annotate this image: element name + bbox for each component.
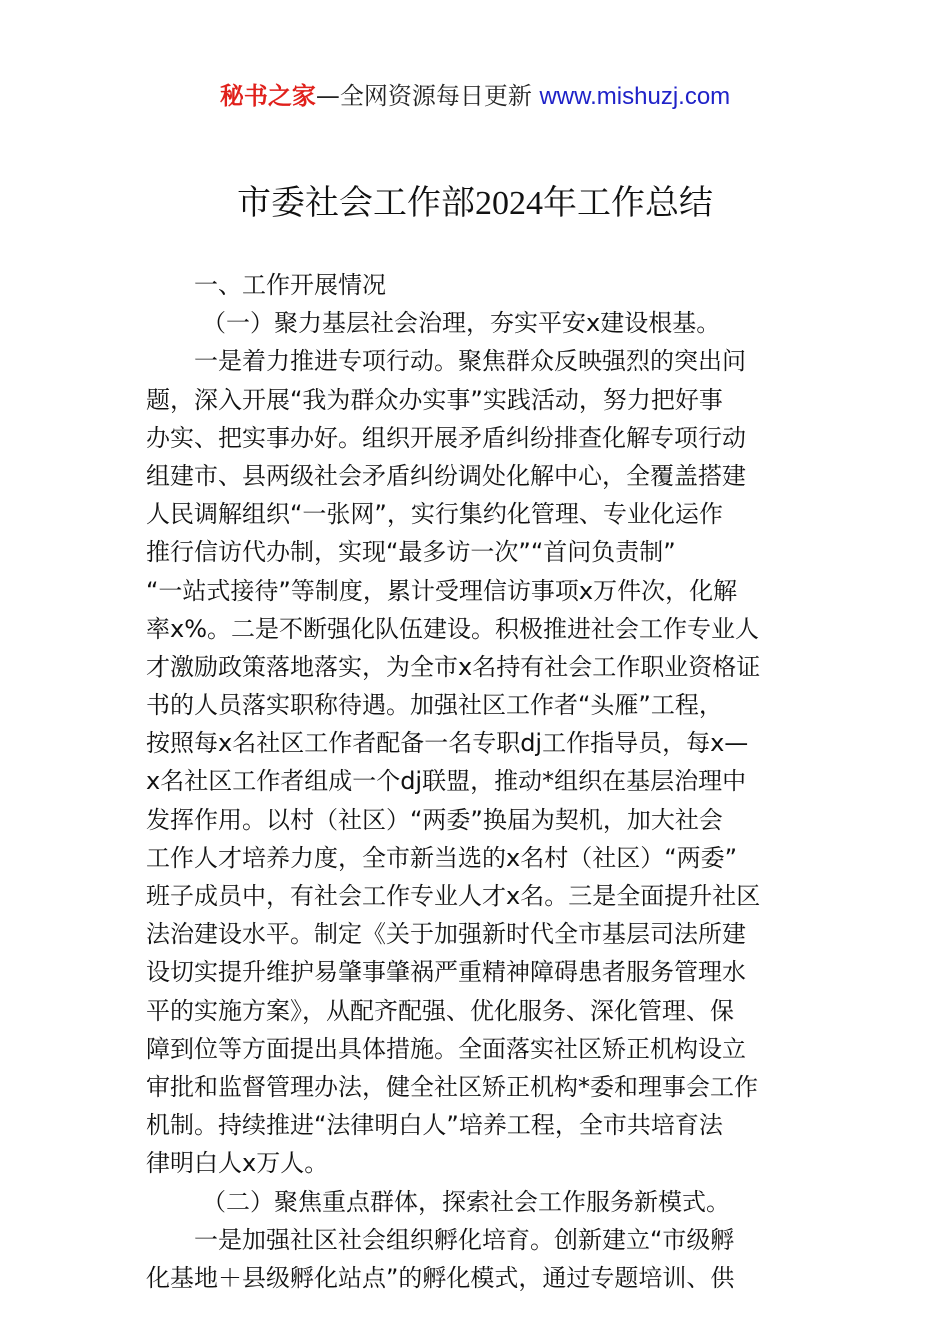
title-prefix: 市委社会工作部 [237, 183, 475, 223]
paragraph-line: 率x%。二是不断强化队伍建设。积极推进社会工作专业人 [146, 614, 760, 643]
paragraph-line: 发挥作用。以村（社区）“两委”换届为契机，加大社会 [146, 805, 723, 834]
title-year: 2024 [475, 185, 543, 222]
document-title [0, 180, 950, 227]
paragraph-line: 律明白人x万人。 [146, 1149, 329, 1178]
paragraph-line: 设切实提升维护易肇事肇祸严重精神障碍患者服务管理水 [146, 958, 746, 987]
paragraph-line: 题，深入开展“我为群众办实事”实践活动，努力把好事 [146, 385, 723, 414]
subsection-heading: （一）聚力基层社会治理，夯实平安x建设根基。 [202, 309, 721, 338]
paragraph-line: 办实、把实事办好。组织开展矛盾纠纷排查化解专项行动 [146, 423, 746, 452]
site-header [0, 80, 950, 113]
title-suffix: 年工作总结 [543, 183, 713, 223]
document-body [146, 266, 808, 1297]
paragraph-line: 推行信访代办制，实现“最多访一次”“首问负责制” [146, 538, 676, 567]
paragraph-line: 书的人员落实职称待遇。加强社区工作者“头雁”工程， [146, 691, 723, 720]
paragraph-line: 人民调解组织“一张网”，实行集约化管理、专业化运作 [146, 500, 723, 529]
paragraph-line: 按照每x名社区工作者配备一名专职dj工作指导员，每x— [146, 729, 749, 758]
site-url-link[interactable]: www.mishuzj.com [539, 83, 731, 110]
paragraph-line: 法治建设水平。制定《关于加强新时代全市基层司法所建 [146, 920, 746, 949]
paragraph-line: 化基地＋县级孵化站点”的孵化模式，通过专题培训、供 [146, 1263, 735, 1292]
paragraph-line: 才激励政策落地落实，为全市x名持有社会工作职业资格证 [146, 652, 761, 681]
paragraph-line: x名社区工作者组成一个dj联盟，推动*组织在基层治理中 [146, 767, 747, 796]
paragraph-line: 一是着力推进专项行动。聚焦群众反映强烈的突出问 [194, 347, 746, 376]
paragraph-line: “一站式接待”等制度，累计受理信访事项x万件次，化解 [146, 576, 738, 605]
paragraph-line: 机制。持续推进“法律明白人”培养工程，全市共培育法 [146, 1111, 723, 1140]
subsection-heading: （二）聚焦重点群体，探索社会工作服务新模式。 [202, 1187, 730, 1216]
paragraph-line: 审批和监督管理办法，健全社区矫正机构*委和理事会工作 [146, 1072, 758, 1101]
section-heading: 一、工作开展情况 [194, 271, 386, 299]
paragraph-line: 平的实施方案》，从配齐配强、优化服务、深化管理、保 [146, 996, 734, 1025]
header-tagline: —全网资源每日更新 [315, 82, 540, 110]
paragraph-line: 班子成员中，有社会工作专业人才x名。三是全面提升社区 [146, 882, 761, 910]
paragraph-line: 组建市、县两级社会矛盾纠纷调处化解中心，全覆盖搭建 [146, 461, 746, 490]
paragraph-line: 障到位等方面提出具体措施。全面落实社区矫正机构设立 [146, 1034, 746, 1063]
paragraph-line: 工作人才培养力度，全市新当选的x名村（社区）“两委” [146, 843, 738, 872]
brand-name: 秘书之家 [219, 82, 316, 110]
paragraph-line: 一是加强社区社会组织孵化培育。创新建立“市级孵 [194, 1225, 735, 1254]
